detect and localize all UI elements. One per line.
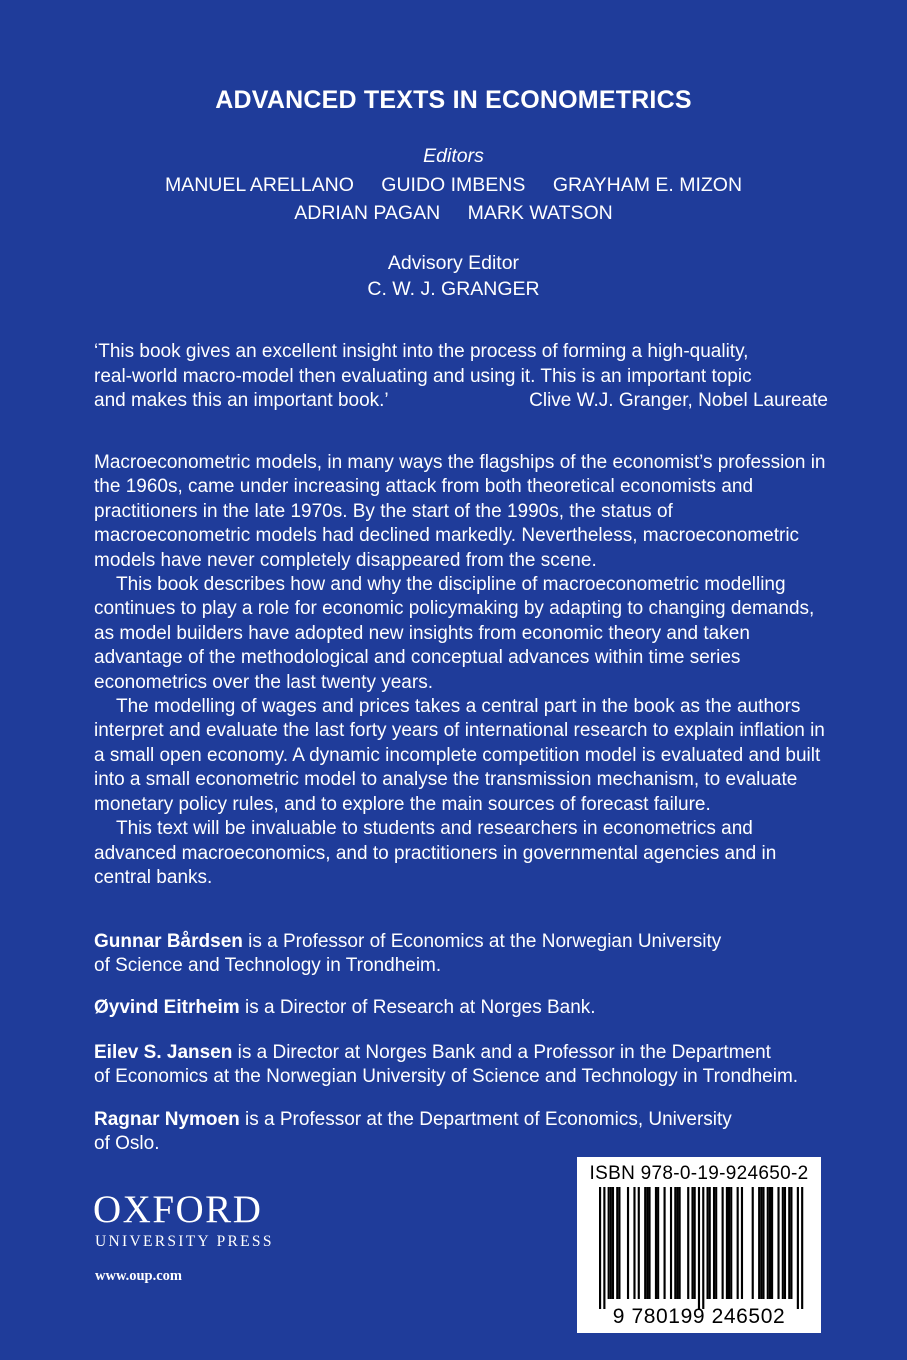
barcode-bar: [674, 1187, 676, 1299]
editor-name: ADRIAN PAGAN: [294, 202, 441, 224]
editors-heading: Editors: [423, 145, 484, 167]
book-description: [94, 451, 829, 890]
barcode-bar: [702, 1187, 704, 1309]
advisory-editor-name: C. W. J. GRANGER: [367, 278, 540, 300]
author-bio: Øyvind Eitrheim is a Director of Research at Norges Bank.: [94, 997, 596, 1018]
barcode-bar: [648, 1187, 650, 1299]
author-bio: Eilev S. Jansen is a Director at Norges Bank and a Professor in the Department of Economics at the Norwegian University of Science and Technology in Trondheim.: [94, 1042, 799, 1088]
barcode-bar: [722, 1187, 724, 1299]
barcode-bar: [646, 1187, 648, 1299]
author-bio: Gunnar Bårdsen is a Professor of Economics at the Norwegian University of Science and Technology in Trondheim.: [94, 931, 722, 977]
barcode-bar: [655, 1187, 657, 1299]
barcode-bar: [737, 1187, 739, 1299]
barcode-bar: [707, 1187, 709, 1299]
editor-name: MANUEL ARELLANO: [164, 174, 354, 196]
barcode-bar: [788, 1187, 790, 1299]
barcode-bar: [713, 1187, 715, 1299]
barcode-bar: [603, 1187, 605, 1309]
author-bio: Ragnar Nymoen is a Professor at the Department of Economics, University of Oslo.: [94, 1109, 732, 1155]
description-paragraph: The modelling of wages and prices takes a central part in the book as the authors interpret and evaluate the last forty years of international research to explain inflation in a small open economy. A dynamic incomplete competition model is evaluated and built into a small econometric model to analyse the transmission mechanism, to evaluate monetary policy rules, and to explore the main sources of forecast failure.: [94, 696, 825, 815]
barcode-bar: [676, 1187, 678, 1299]
barcode-bar: [758, 1187, 760, 1299]
barcode-bar: [638, 1187, 640, 1299]
barcode-bar: [608, 1187, 610, 1299]
endorsement-quote: [94, 340, 828, 414]
barcode-bar: [771, 1187, 773, 1299]
series-title: ADVANCED TEXTS IN ECONOMETRICS: [215, 86, 692, 114]
isbn-label: ISBN 978-0-19-924650-2: [589, 1163, 809, 1184]
barcode-bar: [769, 1187, 771, 1299]
barcode-bar: [657, 1187, 659, 1299]
barcode-bar: [782, 1187, 784, 1299]
editor-name: MARK WATSON: [467, 202, 613, 224]
barcode-bar: [790, 1187, 792, 1299]
barcode-bar: [784, 1187, 786, 1299]
barcode-bar: [627, 1187, 629, 1299]
description-paragraph: Macroeconometric models, in many ways the flagships of the economist’s profession in the 1960s, came under increasing attack from both theoretical economists and practitioners in the late 1970s. By the start of the 1990s, the status of macroeconometric models had declined markedly. Nevertheless, macroeconometric models have never completely disappeared from the scene.: [94, 452, 826, 571]
barcode-bar: [633, 1187, 635, 1299]
editor-name: GRAYHAM E. MIZON: [552, 174, 743, 196]
editor-name: GUIDO IMBENS: [381, 174, 526, 196]
editors-row-2: [0, 202, 907, 225]
advisory-editor-heading: Advisory Editor: [387, 252, 520, 274]
isbn-barcode: [577, 1157, 821, 1333]
barcode-bar: [691, 1187, 693, 1299]
barcode-bar: [599, 1187, 601, 1309]
barcode-bar: [687, 1187, 689, 1299]
isbn-digits: 9 780199 246502: [612, 1305, 786, 1328]
barcode-bar: [670, 1187, 672, 1299]
author-name: Eilev S. Jansen: [94, 1042, 233, 1063]
quote-attribution: Clive W.J. Granger, Nobel Laureate: [529, 390, 828, 411]
description-paragraph: This text will be invaluable to students and researchers in econometrics and advanced macroeconomics, and to practitioners in governmental agencies and in central banks.: [94, 818, 777, 888]
barcode-bar: [762, 1187, 764, 1299]
barcode-bar: [767, 1187, 769, 1299]
publisher-url: www.oup.com: [95, 1268, 183, 1284]
oxford-logo: OXFORD: [93, 1188, 263, 1231]
barcode-bar: [715, 1187, 717, 1299]
barcode-bar: [698, 1187, 700, 1309]
author-name: Øyvind Eitrheim: [94, 997, 240, 1018]
barcode-bar: [616, 1187, 618, 1299]
barcode-bar: [694, 1187, 696, 1299]
barcode-bar: [618, 1187, 620, 1299]
barcode-bar: [644, 1187, 646, 1299]
barcode-bar: [797, 1187, 799, 1309]
barcode-bar: [741, 1187, 743, 1299]
barcode-bar: [709, 1187, 711, 1299]
barcode-bar: [801, 1187, 803, 1309]
barcode-bar: [610, 1187, 612, 1299]
description-paragraph: This book describes how and why the discipline of macroeconometric modelling continues to play a role for economic policymaking by adapting to changing demands, as model builders have adopted new insights from economic theory and taken advantage of the methodological and conceptual advances within time series econometrics over the last twenty years.: [94, 574, 815, 693]
publisher-subtitle: UNIVERSITY PRESS: [95, 1233, 274, 1250]
barcode-bar: [730, 1187, 732, 1299]
barcode-bar: [726, 1187, 728, 1299]
barcode-bar: [728, 1187, 730, 1299]
author-name: Gunnar Bårdsen: [94, 931, 243, 952]
quote-line: and makes this an important book.’: [94, 390, 389, 411]
barcode-bar: [760, 1187, 762, 1299]
barcode-bar: [664, 1187, 666, 1299]
quote-line: ‘This book gives an excellent insight into the process of forming a high-quality,: [94, 341, 749, 362]
barcode-bar: [679, 1187, 681, 1299]
barcode-bar: [612, 1187, 614, 1299]
quote-line: real-world macro-model then evaluating and using it. This is an important topic: [94, 365, 752, 387]
barcode-bar: [752, 1187, 754, 1299]
author-name: Ragnar Nymoen: [94, 1109, 240, 1130]
editors-row-1: [0, 174, 907, 197]
barcode-bar: [777, 1187, 779, 1299]
